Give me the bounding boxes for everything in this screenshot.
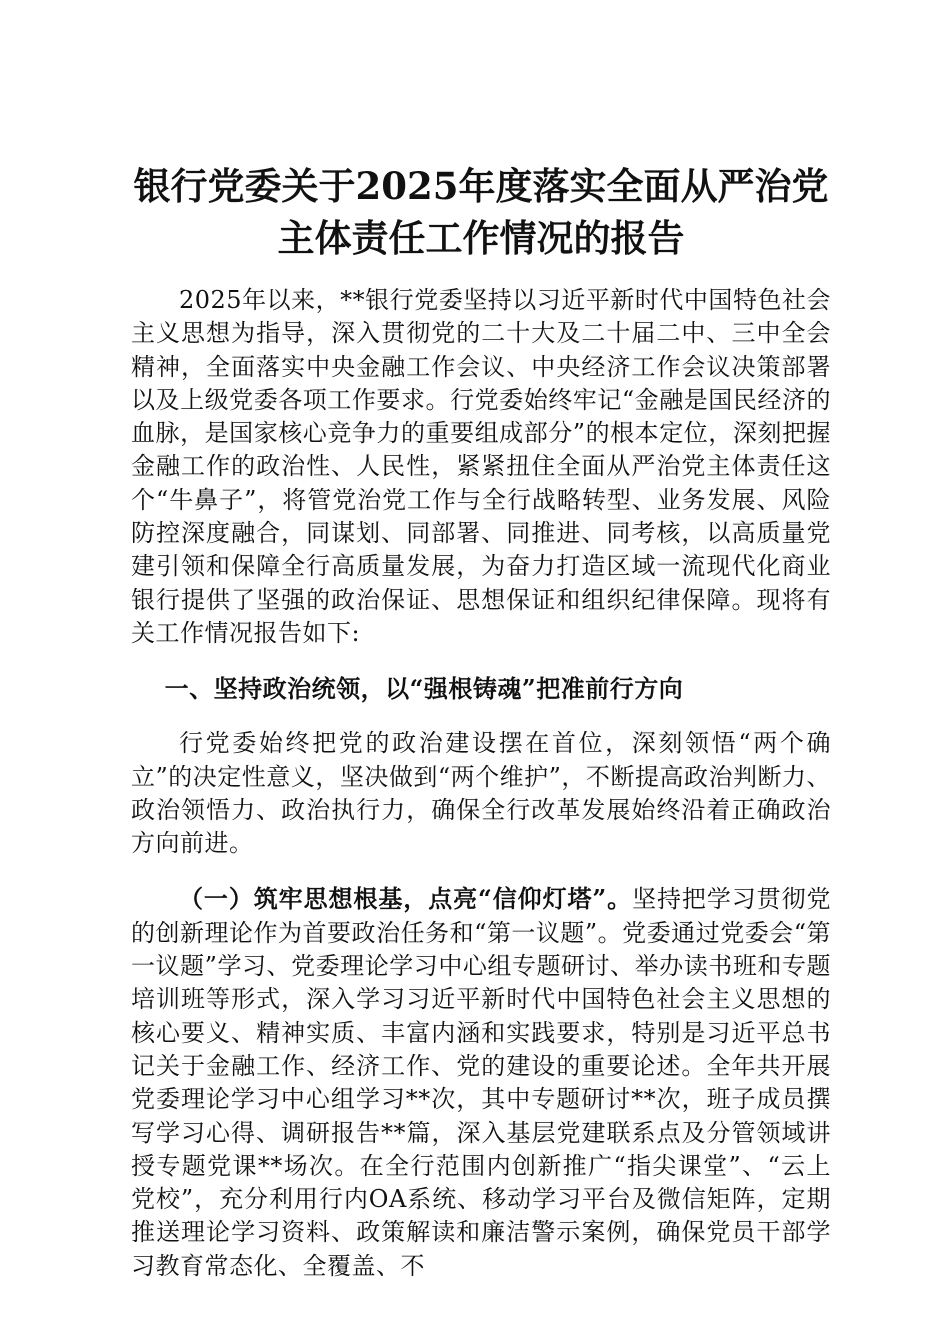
document-title: 银行党委关于2025年度落实全面从严治党主体责任工作情况的报告 [133, 164, 829, 260]
subsection-1-body: 坚持把学习贯彻党的创新理论作为首要政治任务和“第一议题”。党委通过党委会“第一议题”学习、党委理论学习中心组专题研讨、举办读书班和专题培训班等形式，深入学习习近平新时代中国特色社会主义思想的核心要义、精神实质、丰富内涵和实践要求，特别是习近平总书记关于金融工作、经济工作、党的建设的重要论述。全年共开展党委理论学习中心组学习**次，其中专题研讨**次，班子成员撰写学习心得、调研报告**篇，深入基层党建联系点及分管领域讲授专题党课**场次。在全行范围内创新推广“指尖课堂”、“云上党校”，充分利用行内OA系统、移动学习平台及微信矩阵，定期推送理论学习资料、政策解读和廉洁警示案例，确保党员干部学习教育常态化、全覆盖、不 [131, 885, 832, 1280]
subsection-1-lead: （一）筑牢思想根基，点亮“信仰灯塔”。 [179, 884, 633, 914]
subsection-1-paragraph [131, 882, 831, 1283]
section-heading-1: 一、坚持政治统领，以“强根铸魂”把准前行方向 [164, 674, 684, 704]
section-1-paragraph: 行党委始终把党的政治建设摆在首位，深刻领悟“两个确立”的决定性意义，坚决做到“两个维护”，不断提高政治判断力、政治领悟力、政治执行力，确保全行改革发展始终沿着正确政治方向前进。 [131, 729, 831, 858]
document-page [131, 160, 831, 1283]
intro-paragraph: 2025年以来，**银行党委坚持以习近平新时代中国特色社会主义思想为指导，深入贯彻党的二十大及二十届二中、三中全会精神，全面落实中央金融工作会议、中央经济工作会议决策部署以及上级党委各项工作要求。行党委始终牢记“金融是国民经济的血脉，是国家核心竞争力的重要组成部分”的根本定位，深刻把握金融工作的政治性、人民性，紧紧扭住全面从严治党主体责任这个“牛鼻子”，将管党治党工作与全行战略转型、业务发展、风险防控深度融合，同谋划、同部署、同推进、同考核，以高质量党建引领和保障全行高质量发展，为奋力打造区域一流现代化商业银行提供了坚强的政治保证、思想保证和组织纪律保障。现将有关工作情况报告如下: [131, 286, 831, 647]
